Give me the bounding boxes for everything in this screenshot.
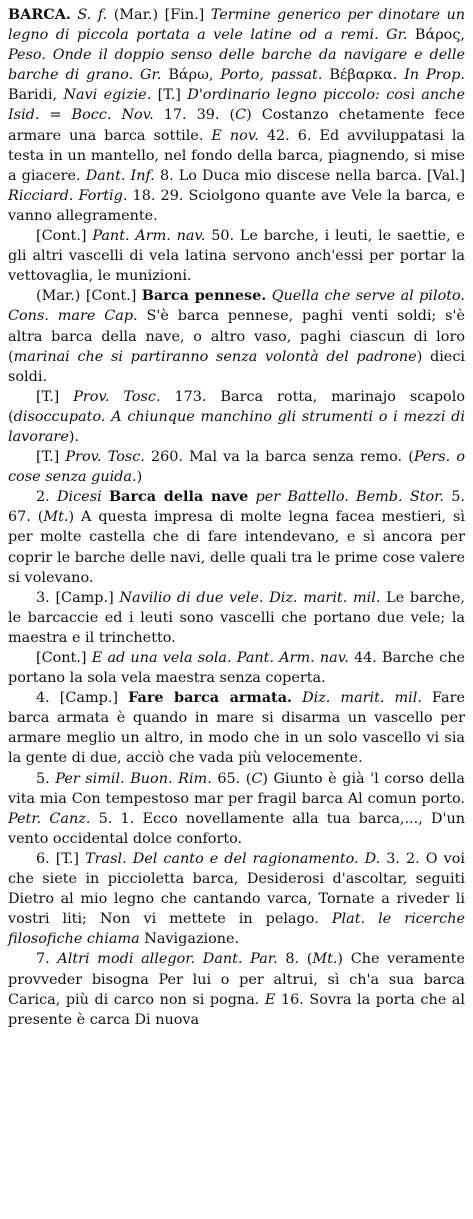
text-run: [T.] (36, 449, 66, 466)
bold-term: Barca della nave (108, 488, 249, 506)
text-run: 44. Barche che portano la sola vela maestra senza coperta. (8, 650, 465, 687)
italic-text: per Battello. Bemb. Stor. (255, 489, 444, 506)
sense-7-allegor (8, 949, 465, 1029)
text-run: ) (136, 469, 143, 486)
sense-6-trasl (8, 849, 465, 949)
italic-text: Prov. Tosc. (73, 388, 161, 405)
italic-text: In Prop. (404, 67, 465, 84)
italic-text: Altri modi allegor. Dant. Par. (57, 951, 278, 968)
text-run: 16. Sovra la porta che al presente è carca Di nuova (8, 991, 465, 1028)
text-run: Le barche, le barcaccie ed i leuti sono vascelli che portano due vele; la maestra e il trinchetto. (8, 589, 466, 646)
text-run (102, 489, 109, 505)
italic-text: Navi egizie. (63, 87, 152, 104)
italic-text: Quella che serve al piloto. Cons. mare Cap. (8, 288, 465, 325)
italic-text: Mt. (43, 509, 69, 526)
text-run: 8. ( (277, 951, 313, 968)
text-run: [T.] (151, 87, 188, 104)
text-run: 6. [T.] (36, 850, 86, 867)
text-run (292, 690, 302, 706)
italic-text: Navilio di due vele. Diz. marit. mil. (119, 589, 381, 606)
italic-text: marinai che si partiranno senza volontà del padrone (13, 348, 417, 365)
bold-term: Fare barca armata. (128, 689, 293, 707)
italic-text: Pant. Arm. nav. (92, 228, 206, 245)
text-run: 173. Barca rotta, marinajo scapolo ( (8, 388, 465, 425)
text-run: [Cont.] (36, 228, 93, 245)
italic-text: E ad una vela sola. Pant. Arm. nav. (91, 650, 349, 666)
text-run: S'è barca pennese, paghi venti soldi; s'è altra barca della nave, o altro vaso, paghi ciascun di loro ( (8, 308, 465, 365)
italic-text: Dicesi (56, 489, 102, 506)
text-run: 8. Lo Duca mio discese nella barca. [Val.] (154, 167, 465, 184)
text-run: ) Costanzo chetamente fece armare una barca sottile. (8, 107, 465, 144)
sense-5-per-simil (8, 769, 465, 849)
citation-paragraph-pantera (8, 226, 465, 286)
text-run: 3. [Camp.] (36, 589, 120, 606)
italic-text: Plat. le ricerche filosofiche chiama (8, 911, 465, 948)
italic-text: Trasl. Del canto e del ragionamento. D. (85, 850, 381, 867)
text-run (248, 489, 255, 505)
text-run: ) Giunto è già 'l corso della vita mia Con tempestoso mar per fragil barca Al comun porto. (8, 770, 465, 807)
italic-text: Pers. o cose senza guida. (8, 449, 465, 486)
italic-text: E (264, 991, 276, 1008)
text-run: 17. 39. ( (153, 107, 236, 124)
italic-text: Prov. Tosc. (65, 449, 145, 466)
text-run: 50. Le barche, i leuti, le saettie, e gli altri vascelli di vela latina servono anch'essi per portar la vettovaglia, le munizioni. (8, 228, 465, 285)
italic-text: Dant. Inf. (85, 167, 155, 184)
italic-text: Ricciard. Fortig. (8, 187, 128, 204)
text-run: 260. Mal va la barca senza remo. ( (144, 449, 414, 466)
italic-text: Termine generico per dinotare un legno di piccola portata a vele latine od a remi. Gr. (8, 7, 465, 44)
italic-text: Mt. (312, 951, 338, 968)
italic-text: Diz. marit. mil. (302, 690, 422, 707)
text-run: 5. 67. ( (8, 489, 465, 526)
sense-2-barca-della-nave (8, 487, 465, 587)
italic-text: Petr. Canz. (8, 810, 91, 827)
text-run: [T.] (36, 388, 74, 405)
proverb-barca-rotta (8, 387, 465, 447)
text-run: Navigazione. (139, 931, 240, 948)
text-run: ) dieci soldi. (8, 348, 465, 385)
italic-text: C (251, 770, 263, 787)
sense-barca-pennese (8, 286, 465, 386)
italic-text: Peso. Onde il doppio senso delle barche da navigare e delle barche di grano. Gr. (8, 47, 465, 84)
text-run: 5. 1. Ecco novellamente alla tua barca,..., D'un vento occidental dolce conforto. (8, 810, 465, 847)
text-run: Βάρω, (161, 67, 221, 84)
text-run: 3. 2. O voi che siete in piccioletta barca, Desiderosi d'ascoltar, seguiti Dietro al mio legno che cantando varca, Tornate a riveder li vostri liti; Non vi mettete in pelago. (8, 850, 465, 928)
text-run: ) A questa impresa di molte legna facea mestieri, sì per molte castella che di fare intendevano, e sì ancora per coprir le barche delle navi, delle quali tra le prime cose valere si volevano. (8, 509, 466, 586)
italic-text: Bocc. Nov. (71, 107, 154, 124)
text-run: 18. 29. Sciolgono quante ave Vele la barca, e vanno allegramente. (8, 187, 465, 224)
text-run: 7. (36, 951, 58, 968)
italic-text: C (235, 107, 247, 124)
text-run: Βάρος, (407, 27, 465, 44)
text-run: [Cont.] (36, 650, 92, 666)
text-run: Baridi, (8, 87, 64, 104)
italic-text: D'ordinario legno piccolo: così anche Isid. (8, 87, 465, 124)
text-run: = (39, 107, 72, 124)
text-run: 5. (36, 770, 56, 787)
text-run: 2. (36, 489, 57, 506)
text-run: ) Che veramente provveder bisogna Per lui o per altrui, sì ch'a sua barca Carica, più di carco non si pogna. (8, 951, 465, 1008)
text-run: ). (68, 428, 80, 445)
text-run: Βέβαρκα. (322, 67, 405, 84)
text-run: (Mar.) [Fin.] (107, 7, 211, 23)
italic-text: disoccupato. A chiunque manchino gli strumenti o i mezzi di lavorare (8, 408, 465, 445)
bold-term: Barca pennese. (141, 287, 267, 305)
italic-text: Porto, passat. (220, 67, 323, 84)
text-run: Fare barca armata è quando in mare si disarma un vascello per armare meglio un altro, in modo che in un solo vascello vi sia la gente di due, acciò che vada più velocemente. (8, 690, 465, 767)
italic-text: Per simil. Buon. Rim. (55, 770, 212, 787)
bold-term: BARCA. (8, 6, 71, 23)
italic-text: E nov. (211, 127, 259, 144)
sense-3-navilio-due-vele (8, 588, 465, 648)
sense-4-barca-armata (8, 688, 465, 768)
proverb-senza-remo (8, 447, 465, 487)
entry-headword-paragraph (8, 5, 465, 226)
text-run: 4. [Camp.] (36, 690, 129, 707)
text-run: 65. ( (211, 770, 252, 787)
sense-una-vela-sola (8, 648, 465, 688)
text-run: (Mar.) [Cont.] (36, 288, 142, 305)
italic-text: S. f. (77, 7, 108, 23)
text-run: 42. 6. Ed avviluppatasi la testa in un mantello, nel fondo della barca, piagnendo, si mise a giacere. (8, 127, 465, 184)
